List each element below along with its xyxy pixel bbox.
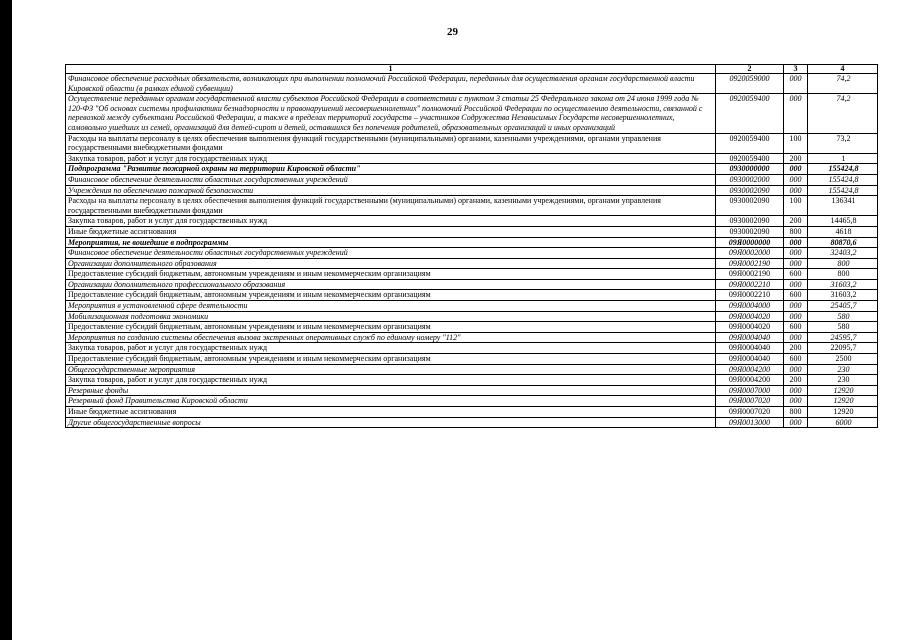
row-amount: 31603,2	[808, 290, 878, 301]
row-name: Мероприятия, не вошедшие в подпрограммы	[66, 237, 716, 248]
row-expense-type: 000	[784, 301, 808, 312]
row-amount: 580	[808, 322, 878, 333]
row-expense-type: 000	[784, 396, 808, 407]
row-expense-type: 100	[784, 196, 808, 216]
row-code: 09Я0002190	[716, 269, 784, 280]
row-name: Организации дополнительного образования	[66, 258, 716, 269]
row-amount: 24595,7	[808, 332, 878, 343]
row-expense-type: 600	[784, 290, 808, 301]
row-code: 09Я0004040	[716, 343, 784, 354]
row-expense-type: 000	[784, 417, 808, 428]
row-name: Закупка товаров, работ и услуг для государственных нужд	[66, 216, 716, 227]
row-name: Закупка товаров, работ и услуг для государственных нужд	[66, 343, 716, 354]
header-col-4: 4	[808, 65, 878, 74]
row-expense-type: 800	[784, 407, 808, 418]
table-row	[66, 343, 878, 354]
row-amount: 12920	[808, 396, 878, 407]
row-name: Расходы на выплаты персоналу в целях обеспечения выполнения функций государственными (муниципальными) органами, казенными учреждениями, органами управления государственными внебюджетными фондами	[66, 196, 716, 216]
row-code: 0930002090	[716, 226, 784, 237]
row-code: 0920059400	[716, 133, 784, 153]
row-expense-type: 000	[784, 332, 808, 343]
row-code: 0920059400	[716, 94, 784, 133]
table-row	[66, 94, 878, 133]
row-amount: 12920	[808, 407, 878, 418]
table-row	[66, 301, 878, 312]
row-name: Общегосударственные мероприятия	[66, 364, 716, 375]
row-amount: 230	[808, 364, 878, 375]
row-amount: 31603,2	[808, 279, 878, 290]
row-name: Мероприятия в установленной сфере деятельности	[66, 301, 716, 312]
row-expense-type: 800	[784, 226, 808, 237]
header-col-1: 1	[66, 65, 716, 74]
table-row	[66, 237, 878, 248]
row-name: Резервный фонд Правительства Кировской области	[66, 396, 716, 407]
row-expense-type: 200	[784, 375, 808, 386]
row-code: 0920059000	[716, 74, 784, 94]
row-expense-type: 600	[784, 322, 808, 333]
table-row	[66, 269, 878, 280]
row-expense-type: 000	[784, 364, 808, 375]
row-code: 09Я0002190	[716, 258, 784, 269]
table-row	[66, 385, 878, 396]
table-row	[66, 185, 878, 196]
budget-table	[65, 64, 878, 428]
row-code: 09Я0002000	[716, 248, 784, 259]
table-row	[66, 354, 878, 365]
row-amount: 1	[808, 153, 878, 164]
row-code: 09Я0004020	[716, 322, 784, 333]
table-row	[66, 153, 878, 164]
row-code: 09Я0002210	[716, 279, 784, 290]
row-code: 09Я0004000	[716, 301, 784, 312]
row-code: 0930002090	[716, 185, 784, 196]
row-expense-type: 000	[784, 185, 808, 196]
row-amount: 73,2	[808, 133, 878, 153]
row-amount: 136341	[808, 196, 878, 216]
row-name: Закупка товаров, работ и услуг для государственных нужд	[66, 375, 716, 386]
row-expense-type: 000	[784, 258, 808, 269]
row-expense-type: 600	[784, 354, 808, 365]
row-code: 09Я0000000	[716, 237, 784, 248]
row-code: 09Я0004200	[716, 364, 784, 375]
row-code: 09Я0004040	[716, 332, 784, 343]
row-amount: 74,2	[808, 74, 878, 94]
table-row	[66, 174, 878, 185]
table-row	[66, 290, 878, 301]
row-code: 0930002090	[716, 196, 784, 216]
table-row	[66, 164, 878, 175]
row-expense-type: 000	[784, 164, 808, 175]
row-name: Предоставление субсидий бюджетным, автономным учреждениям и иным некоммерческим организациям	[66, 269, 716, 280]
row-name: Расходы на выплаты персоналу в целях обеспечения выполнения функций государственными (муниципальными) органами, казенными учреждениями, органами управления государственными внебюджетными фондами	[66, 133, 716, 153]
table-row	[66, 279, 878, 290]
row-name: Осуществление переданных органам государственной власти субъектов Российской Федерации в соответствии с пунктом 3 статьи 25 Федерального закона от 24 июня 1999 года № 120-ФЗ "Об основах системы профилактики безнадзорности и правонарушений несовершеннолетних" полномочий Российской Федерации по осуществлению деятельности, связанной с перевозкой между субъектами Российской Федерации, а также в пределах территорий государств – участников Содружества Независимых Государств несовершеннолетних, самовольно ушедших из семей, организаций для детей-сирот и детей, оставшихся без попечения родителей, образовательных организаций и иных организаций	[66, 94, 716, 133]
row-expense-type: 000	[784, 94, 808, 133]
row-name: Организации дополнительного профессионального образования	[66, 279, 716, 290]
row-expense-type: 200	[784, 216, 808, 227]
table-row	[66, 396, 878, 407]
row-code: 09Я0007020	[716, 407, 784, 418]
row-name: Закупка товаров, работ и услуг для государственных нужд	[66, 153, 716, 164]
row-name: Финансовое обеспечение расходных обязательств, возникающих при выполнении полномочий Российской Федерации, переданных для осуществления органам государственной власти Кировской области (в рамках единой субвенции)	[66, 74, 716, 94]
row-expense-type: 200	[784, 153, 808, 164]
row-code: 0920059400	[716, 153, 784, 164]
row-name: Мобилизационная подготовка экономики	[66, 311, 716, 322]
row-name: Мероприятия по созданию системы обеспечения вызова экстренных оперативных служб по единому номеру "112"	[66, 332, 716, 343]
row-expense-type: 000	[784, 279, 808, 290]
row-name: Подпрограмма "Развитие пожарной охраны на территории Кировской области"	[66, 164, 716, 175]
table-row	[66, 196, 878, 216]
table-row	[66, 226, 878, 237]
row-expense-type: 000	[784, 311, 808, 322]
row-code: 09Я0013000	[716, 417, 784, 428]
row-expense-type: 600	[784, 269, 808, 280]
row-amount: 74,2	[808, 94, 878, 133]
row-amount: 155424,8	[808, 164, 878, 175]
row-name: Предоставление субсидий бюджетным, автономным учреждениям и иным некоммерческим организациям	[66, 322, 716, 333]
row-amount: 800	[808, 269, 878, 280]
row-expense-type: 000	[784, 385, 808, 396]
row-code: 09Я0004020	[716, 311, 784, 322]
row-expense-type: 200	[784, 343, 808, 354]
row-code: 09Я0004040	[716, 354, 784, 365]
row-amount: 4618	[808, 226, 878, 237]
table-row	[66, 248, 878, 259]
row-code: 09Я0007020	[716, 396, 784, 407]
row-amount: 32403,2	[808, 248, 878, 259]
row-name: Предоставление субсидий бюджетным, автономным учреждениям и иным некоммерческим организациям	[66, 354, 716, 365]
page-number: 29	[447, 26, 458, 38]
row-expense-type: 100	[784, 133, 808, 153]
table-row	[66, 322, 878, 333]
row-name: Финансовое обеспечение деятельности областных государственных учреждений	[66, 248, 716, 259]
row-amount: 6000	[808, 417, 878, 428]
row-code: 09Я0002210	[716, 290, 784, 301]
row-amount: 155424,8	[808, 185, 878, 196]
row-code: 09Я0007000	[716, 385, 784, 396]
row-amount: 155424,8	[808, 174, 878, 185]
row-name: Иные бюджетные ассигнования	[66, 407, 716, 418]
row-name: Финансовое обеспечение деятельности областных государственных учреждений	[66, 174, 716, 185]
row-expense-type: 000	[784, 248, 808, 259]
row-expense-type: 000	[784, 74, 808, 94]
row-amount: 22095,7	[808, 343, 878, 354]
row-code: 0930002000	[716, 174, 784, 185]
table-row	[66, 74, 878, 94]
header-col-3: 3	[784, 65, 808, 74]
row-amount: 580	[808, 311, 878, 322]
row-name: Резервные фонды	[66, 385, 716, 396]
table-row	[66, 332, 878, 343]
row-name: Предоставление субсидий бюджетным, автономным учреждениям и иным некоммерческим организациям	[66, 290, 716, 301]
table-row	[66, 364, 878, 375]
row-amount: 25405,7	[808, 301, 878, 312]
row-expense-type: 000	[784, 237, 808, 248]
row-code: 0930000000	[716, 164, 784, 175]
table-row	[66, 133, 878, 153]
row-code: 0930002090	[716, 216, 784, 227]
row-name: Учреждения по обеспечению пожарной безопасности	[66, 185, 716, 196]
row-amount: 230	[808, 375, 878, 386]
table-header-row	[66, 65, 878, 74]
row-expense-type: 000	[784, 174, 808, 185]
table-row	[66, 216, 878, 227]
scan-edge	[0, 0, 12, 640]
row-amount: 800	[808, 258, 878, 269]
table-row	[66, 258, 878, 269]
row-amount: 14465,8	[808, 216, 878, 227]
row-amount: 12920	[808, 385, 878, 396]
table-row	[66, 407, 878, 418]
table-row	[66, 311, 878, 322]
row-amount: 2500	[808, 354, 878, 365]
table-row	[66, 375, 878, 386]
row-name: Иные бюджетные ассигнования	[66, 226, 716, 237]
table-row	[66, 417, 878, 428]
row-amount: 80870,6	[808, 237, 878, 248]
row-code: 09Я0004200	[716, 375, 784, 386]
header-col-2: 2	[716, 65, 784, 74]
row-name: Другие общегосударственные вопросы	[66, 417, 716, 428]
